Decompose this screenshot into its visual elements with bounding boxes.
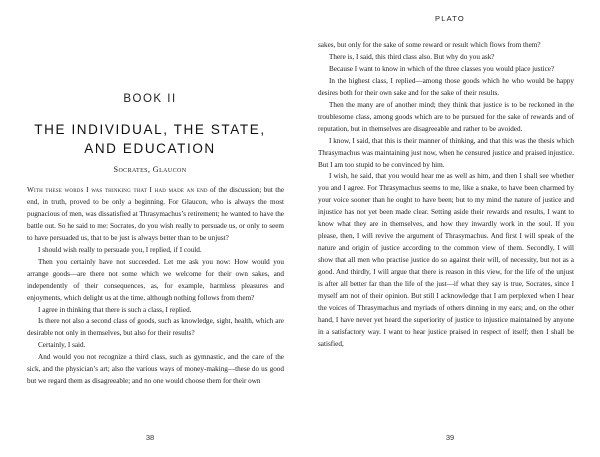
chapter-title-line-1: THE INDIVIDUAL, THE STATE,: [34, 122, 266, 137]
paragraph: I agree in thinking that there is such a class, I replied.: [38, 305, 192, 314]
chapter-title-line-2: AND EDUCATION: [84, 141, 216, 156]
left-body-text: [27, 185, 284, 388]
speakers-heading: Socrates, Glaucon: [113, 165, 187, 174]
paragraph-continuation: sakes, but only for the sake of some reward or result which flows from them?: [318, 41, 541, 49]
book-label: BOOK II: [123, 93, 177, 105]
paragraph: Then the many are of another mind; they think that justice is to be reckoned in the troublesome class, among goods which are to be pursued for the sake of rewards and of reputation, but in themselves are disagreeable and rather to be avoided.: [318, 100, 574, 133]
right-body-text: [318, 40, 574, 351]
paragraph: [27, 185, 284, 245]
paragraph: There is, I said, this third class also. But why do you ask?: [329, 52, 495, 61]
paragraph: Is there not also a second class of goods, such as knowledge, sight, health, which are desirable not only in themselves, but also for their results?: [27, 317, 284, 338]
paragraph: Because I want to know in which of the three classes you would place justice?: [329, 64, 555, 73]
paragraph-text: of the discussion; but the end, in truth, proved to be only a beginning. For Glaucon, who is always the most pugnacious of men, was dissatisfied at Thrasymachus’s retirement; he wanted to have the battle out. So he said to me: Socrates, do you wish really to persuade us, or only to seem to have persuaded us, that to be just is always better than to be unjust?: [27, 186, 285, 242]
opening-small-caps: With these words I was thinking that I had made an end: [27, 186, 208, 194]
paragraph: I know, I said, that this is their manner of thinking, and that this was the thesis which Thrasymachus was maintaining just now, when he censured justice and praised injustice. But I am too stupid to be convinced by him.: [318, 136, 574, 169]
paragraph: I wish, he said, that you would hear me as well as him, and then I shall see whether you and I agree. For Thrasymachus seems to me, like a snake, to have been charmed by your voice sooner than he ought to have been; but to my mind the nature of justice and injustice has not yet been made clear. Setting aside their rewards and results, I want to know what they are in themselves, and how they inwardly work in the soul. If you please, then, I will revive the argument of Thrasymachus. And first I will speak of the nature and origin of justice according to the common view of them. Secondly, I will show that all men who practise justice do so against their will, of necessity, but not as a good. And thirdly, I will argue that there is reason in this view, for the life of the unjust is after all better far than the life of the just—if what they say is true, Socrates, since I myself am not of their opinion. But still I acknowledge that I am perplexed when I hear the voices of Thrasymachus and myriads of others dinning in my ears; and, on the other hand, I have never yet heard the superiority of justice to injustice maintained by anyone in a satisfactory way. I want to hear justice praised in respect of itself; then I shall be satisfied,: [318, 172, 574, 348]
chapter-title: [0, 120, 300, 158]
paragraph: And would you not recognize a third class, such as gymnastic, and the care of the sick, and the physician’s art; also the various ways of money-making—these do us good but we regard them as disagreeable; and no one would choose them for their own: [27, 353, 284, 386]
paragraph: In the highest class, I replied—among those goods which he who would be happy desires both for their own sake and for the sake of their results.: [318, 76, 574, 97]
paragraph: I should wish really to persuade you, I replied, if I could.: [38, 245, 202, 254]
paragraph: Certainly, I said.: [38, 341, 86, 350]
page-number-left: 38: [145, 433, 155, 442]
page-number-right: 39: [445, 433, 455, 442]
running-head: PLATO: [435, 14, 465, 23]
paragraph: Then you certainly have not succeeded. Let me ask you now: How would you arrange goods—are there not some which we welcome for their own sakes, and independently of their consequences, as, for example, harmless pleasures and enjoyments, which delight us at the time, although nothing follows from them?: [27, 257, 284, 302]
